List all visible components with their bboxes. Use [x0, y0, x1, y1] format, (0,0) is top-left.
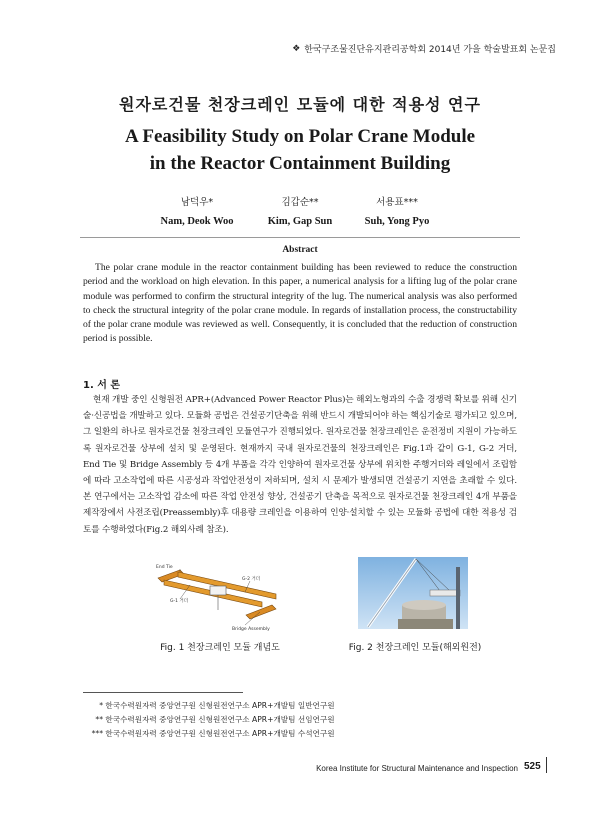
running-header — [292, 42, 556, 55]
figure-1-crane-module-diagram — [150, 560, 310, 635]
footnote-divider — [83, 692, 243, 693]
title-en-line-1: A Feasibility Study on Polar Crane Module — [124, 126, 476, 147]
title-en-line-2: in the Reactor Containment Building — [149, 153, 451, 174]
paper-title-korean: 원자로건물 천장크레인 모듈에 대한 적용성 연구 — [119, 95, 481, 114]
footnote-1: * 한국수력원자력 중앙연구원 신형원전연구소 APR+개발팀 일반연구원 — [99, 701, 335, 710]
label-g1: G-1 거더 — [170, 599, 189, 604]
author-2: 김갑순** Kim, Gap Sun — [267, 197, 333, 227]
author-1: 남덕우* Nam, Deok Woo — [160, 197, 234, 227]
label-g2: G-2 거더 — [242, 577, 261, 582]
footnote-3: *** 한국수력원자력 중앙연구원 신형원전연구소 APR+개발팀 수석연구원 — [91, 729, 335, 738]
figure-1-caption: Fig. 1 천장크레인 모듈 개념도 — [160, 643, 280, 653]
footnote-2: ** 한국수력원자력 중앙연구원 신형원전연구소 APR+개발팀 선임연구원 — [95, 715, 335, 724]
abstract-text: The polar crane module in the reactor containment building has been reviewed to reduce the construction period and the workload on high elevation. In this paper, a numerical analysis for a lifting lug of the polar crane module was performed to confirm the structural integrity of the lug. The numerical analysis was also performed to check the structural integrity of the polar crane module. In regards of installation process, the constructability of the polar crane module was reviewed as well. Consequently, it is concluded that the reduction of construction period is possible. — [83, 262, 517, 345]
title-divider — [80, 237, 520, 238]
page-number: 525 — [524, 761, 541, 772]
figure-2-overseas-crane-photo — [358, 557, 468, 629]
abstract-heading: Abstract — [282, 245, 318, 255]
footer-institute: Korea Institute for Structural Maintenance and Inspection — [316, 764, 518, 773]
author-3: 서용표*** Suh, Yong Pyo — [364, 197, 430, 227]
section-body: 현재 개발 중인 신형원전 APR+(Advanced Power Reactor Plus)는 해외노형과의 수출 경쟁력 확보를 위해 신기술·신공법을 개발하고 있다. 모듈화 공법은 건설공기단축을 위해 반드시 개발되어야 하는 핵심기술로 평가되고 있으며, 그 일환의 하나로 원자로건물 천장크레인 모듈연구가 진행되었다. 원자로건물 천장크레인은 운전정비 지원이 가능하도록 원자로건물 상부에 설치 및 운영된다. 현재까지 국내 원자로건물의 천장크레인은 Fig.1과 같이 G-1, G-2 거더, End Tie 및 Bridge Assembly 등 4개 부품을 각각 인양하여 원자로건물 상부에 위치한 주행거더와 레일에서 조립함에 따라 고소작업에 따른 시공성과 작업안전성이 저하되며, 설치 시 문제가 발생되면 건설공기 지연을 초래할 수 있다. 본 연구에서는 고소작업 감소에 따른 작업 안전성 향상, 건설공기 단축을 목적으로 원자로건물 천장크레인 4개 부품을 제작장에서 사전조립(Preassembly)후 대용량 크레인을 이용하여 인양·설치할 수 있는 모듈화 공법에 대한 적용성 검토를 수행하였다(Fig.2 해외사례 참조). — [83, 395, 517, 535]
label-bridge: Bridge Assembly — [232, 627, 270, 632]
section-heading: 1. 서 론 — [83, 380, 121, 391]
flower-bullet-icon: ❖ — [292, 43, 301, 54]
figure-2-caption: Fig. 2 천장크레인 모듈(해외원전) — [348, 643, 482, 653]
page-number-bar — [546, 757, 547, 773]
conference-name: 한국구조물진단유지관리공학회 2014년 가을 학술발표회 논문집 — [304, 45, 556, 55]
label-end-tie: End Tie — [156, 565, 173, 570]
paper-title-english — [0, 123, 600, 177]
